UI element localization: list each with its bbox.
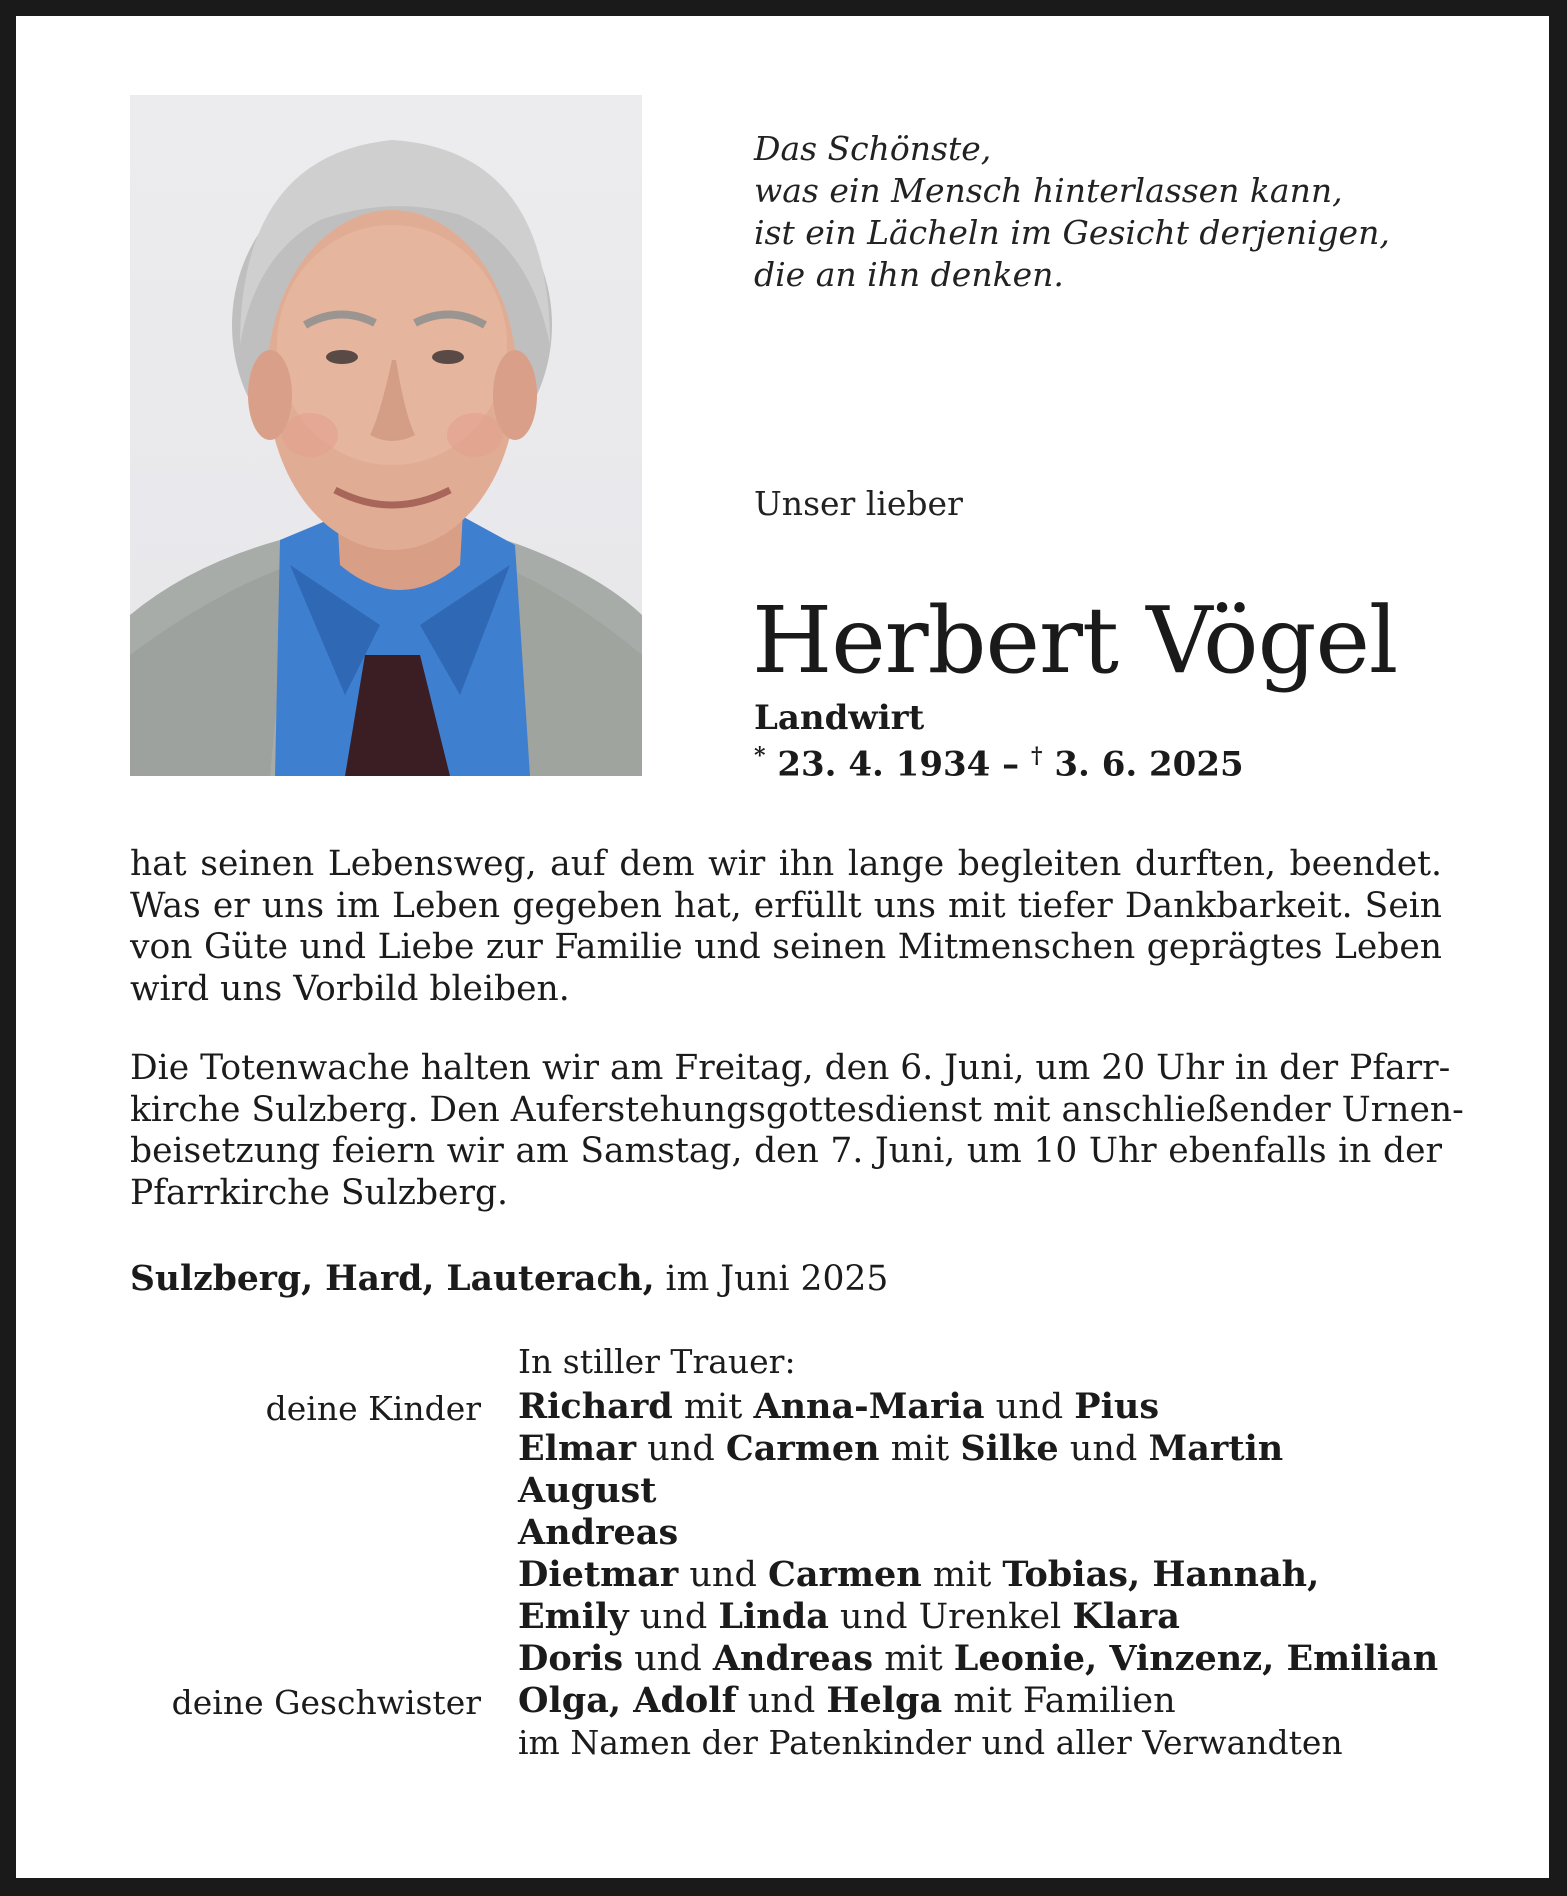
mourner-name: Andreas	[518, 1512, 679, 1553]
paragraph-line: beisetzung feiern wir am Samstag, den 7. Juni, um 10 Uhr ebenfalls in der	[130, 1131, 1442, 1171]
mourner-line	[518, 1596, 1438, 1638]
birth-date: 23. 4. 1934	[777, 744, 991, 785]
mourner-connector: und	[623, 1639, 713, 1679]
place-date	[130, 1259, 888, 1299]
mourner-connector: im Namen der Patenkinder und aller Verwandten	[518, 1723, 1343, 1762]
intro-text: Unser lieber	[754, 484, 963, 523]
mourner-line	[518, 1722, 1438, 1764]
mourner-line	[518, 1512, 1438, 1554]
paragraph-line: von Güte und Liebe zur Familie und seinen Mitmenschen geprägtes Leben	[130, 927, 1442, 967]
paragraph-line: Was er uns im Leben gegeben hat, erfüllt uns mit tiefer Dankbarkeit. Sein	[130, 885, 1442, 926]
mourner-line	[518, 1680, 1438, 1722]
portrait-photo	[130, 95, 642, 776]
mourner-name: Helga	[826, 1680, 943, 1721]
mourning-header: In stiller Trauer:	[518, 1342, 796, 1381]
mourner-name: Leonie, Vinzenz, Emilian	[953, 1638, 1439, 1679]
place-names: Sulzberg, Hard, Lauterach,	[130, 1259, 655, 1299]
mourners-list	[518, 1386, 1438, 1764]
mourner-name: Emily	[518, 1596, 629, 1637]
paragraph-line: wird uns Vorbild bleiben.	[130, 968, 570, 1009]
mourner-line	[518, 1470, 1438, 1512]
mourner-name: Olga, Adolf	[518, 1680, 737, 1721]
paragraph-line: hat seinen Lebensweg, auf dem wir ihn lange begleiten durften, beendet.	[130, 844, 1442, 884]
quote-line: ist ein Lächeln im Gesicht derjenigen,	[754, 213, 1390, 252]
paragraph-funeral	[130, 1048, 1464, 1214]
mourner-name: Dietmar	[518, 1554, 679, 1595]
portrait-illustration	[130, 95, 642, 776]
mourner-line	[518, 1428, 1438, 1470]
mourner-connector: und	[1058, 1429, 1149, 1469]
mourner-name: Martin	[1148, 1428, 1284, 1469]
quote	[754, 128, 1390, 296]
mourner-connector: mit	[873, 1639, 954, 1679]
obituary-card	[16, 16, 1549, 1878]
mourner-connector: mit	[879, 1429, 961, 1469]
mourner-name: Carmen	[725, 1428, 880, 1469]
paragraph-line: Die Totenwache halten wir am Freitag, den 6. Juni, um 20 Uhr in der Pfarr-	[130, 1048, 1451, 1088]
mourner-name: Silke	[960, 1428, 1059, 1469]
mourner-connector: und	[628, 1597, 719, 1637]
quote-line: die an ihn denken.	[754, 255, 1064, 294]
mourner-connector: mit	[921, 1555, 1003, 1595]
life-dates	[754, 743, 1244, 784]
mourner-name: Pius	[1074, 1386, 1160, 1427]
mourner-name: August	[518, 1470, 657, 1511]
mourner-name: Tobias, Hannah,	[1002, 1554, 1320, 1595]
occupation: Landwirt	[754, 698, 925, 738]
label-children: deine Kinder	[265, 1389, 481, 1428]
date-dash: –	[990, 744, 1031, 785]
quote-line: was ein Mensch hinterlassen kann,	[754, 171, 1343, 210]
mourner-connector: und	[984, 1387, 1075, 1427]
death-symbol: †	[1031, 743, 1043, 769]
mourner-connector: und	[736, 1681, 827, 1721]
mourner-connector: und	[678, 1555, 768, 1595]
mourner-connector: mit	[672, 1387, 754, 1427]
mourner-name: Carmen	[767, 1554, 922, 1595]
mourner-name: Linda	[718, 1596, 829, 1637]
label-siblings: deine Geschwister	[171, 1683, 481, 1722]
mourner-line	[518, 1638, 1438, 1680]
birth-symbol: *	[754, 743, 766, 769]
quote-line: Das Schönste,	[754, 129, 992, 168]
paragraph-lifepath	[130, 844, 1442, 1010]
death-date: 3. 6. 2025	[1054, 744, 1244, 785]
mourner-line	[518, 1554, 1438, 1596]
mourner-name: Elmar	[518, 1428, 637, 1469]
mourner-name: Anna-Maria	[753, 1386, 985, 1427]
mourner-name: Richard	[518, 1386, 673, 1427]
mourner-connector: mit Familien	[942, 1681, 1176, 1721]
mourner-connector: und Urenkel	[828, 1597, 1073, 1637]
mourner-connector: und	[636, 1429, 726, 1469]
mourner-line	[518, 1386, 1438, 1428]
mourner-name: Andreas	[712, 1638, 874, 1679]
deceased-name: Herbert Vögel	[752, 587, 1398, 694]
place-month: im Juni 2025	[654, 1259, 889, 1299]
paragraph-line: kirche Sulzberg. Den Auferstehungsgottesdienst mit anschließender Urnen-	[130, 1089, 1464, 1130]
mourner-name: Doris	[518, 1638, 624, 1679]
paragraph-line: Pfarrkirche Sulzberg.	[130, 1172, 509, 1213]
mourner-name: Klara	[1072, 1596, 1180, 1637]
